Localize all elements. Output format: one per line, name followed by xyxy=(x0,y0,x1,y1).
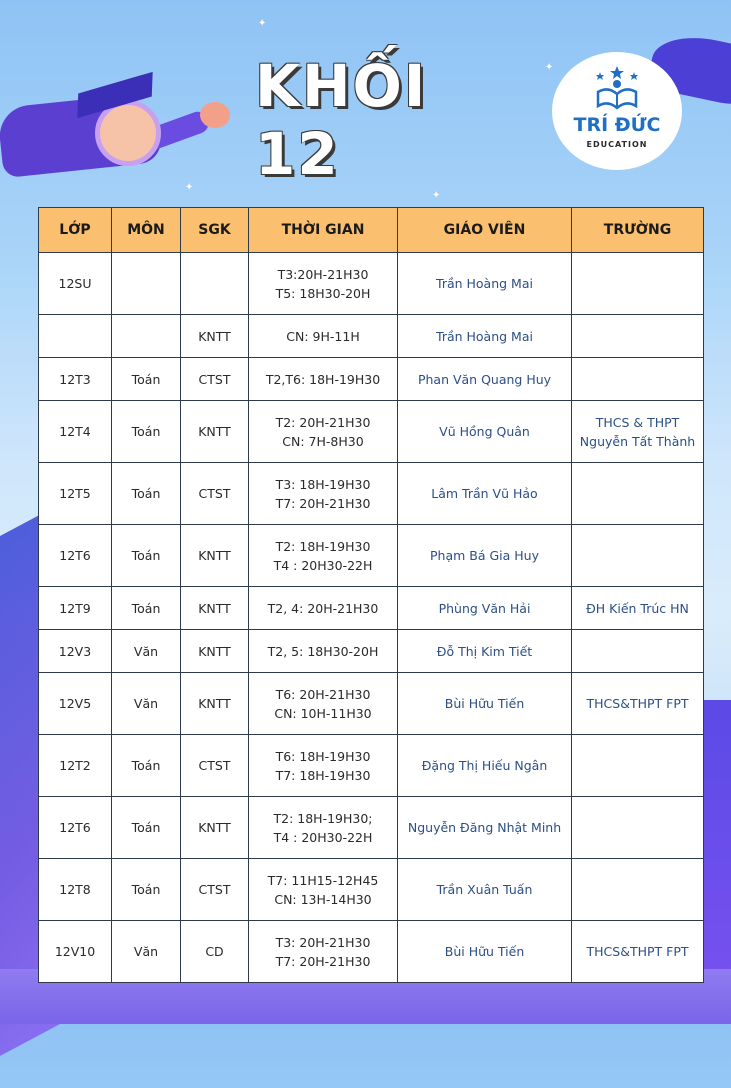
cell-time: T2: 20H-21H30 CN: 7H-8H30 xyxy=(249,401,398,463)
table-header-row xyxy=(39,208,704,253)
table-row xyxy=(39,735,704,797)
cell-time: T7: 11H15-12H45 CN: 13H-14H30 xyxy=(249,859,398,921)
table-row xyxy=(39,921,704,983)
cell-school: THCS&THPT FPT xyxy=(572,673,704,735)
cell-sgk: KNTT xyxy=(181,401,249,463)
book-graduate-icon xyxy=(590,62,644,112)
table-row xyxy=(39,315,704,358)
table-row xyxy=(39,630,704,673)
cell-lop: 12T2 xyxy=(39,735,112,797)
cell-sgk: KNTT xyxy=(181,797,249,859)
cell-sgk: KNTT xyxy=(181,315,249,358)
cell-time: T2: 18H-19H30 T4 : 20H30-22H xyxy=(249,525,398,587)
cell-teacher: Nguyễn Đăng Nhật Minh xyxy=(398,797,572,859)
cell-time: T3: 20H-21H30 T7: 20H-21H30 xyxy=(249,921,398,983)
sparkle-icon: ✦ xyxy=(545,62,554,73)
cell-sgk: KNTT xyxy=(181,587,249,630)
cell-time: T6: 20H-21H30 CN: 10H-11H30 xyxy=(249,673,398,735)
table-row xyxy=(39,525,704,587)
table-row xyxy=(39,859,704,921)
cell-lop: 12SU xyxy=(39,253,112,315)
cell-time: T2: 18H-19H30; T4 : 20H30-22H xyxy=(249,797,398,859)
table-row xyxy=(39,673,704,735)
cell-teacher: Đặng Thị Hiếu Ngân xyxy=(398,735,572,797)
cell-school xyxy=(572,463,704,525)
cell-lop xyxy=(39,315,112,358)
cell-sgk: CTST xyxy=(181,735,249,797)
cell-sgk: CD xyxy=(181,921,249,983)
cell-mon: Toán xyxy=(112,587,181,630)
cell-school xyxy=(572,859,704,921)
cell-time: T6: 18H-19H30 T7: 18H-19H30 xyxy=(249,735,398,797)
logo-brand: TRÍ ĐỨC xyxy=(573,114,661,136)
cell-sgk: KNTT xyxy=(181,630,249,673)
cell-teacher: Bùi Hữu Tiến xyxy=(398,673,572,735)
cell-teacher: Đỗ Thị Kim Tiết xyxy=(398,630,572,673)
cell-sgk: KNTT xyxy=(181,525,249,587)
cell-school xyxy=(572,315,704,358)
cell-time: T3:20H-21H30 T5: 18H30-20H xyxy=(249,253,398,315)
table-row xyxy=(39,587,704,630)
cell-teacher: Trần Hoàng Mai xyxy=(398,315,572,358)
cell-school: ĐH Kiến Trúc HN xyxy=(572,587,704,630)
header-mon: MÔN xyxy=(112,208,181,253)
cell-teacher: Trần Hoàng Mai xyxy=(398,253,572,315)
cell-lop: 12T6 xyxy=(39,525,112,587)
cell-lop: 12T5 xyxy=(39,463,112,525)
cell-school xyxy=(572,358,704,401)
cell-lop: 12T3 xyxy=(39,358,112,401)
cell-mon: Toán xyxy=(112,797,181,859)
cell-lop: 12V3 xyxy=(39,630,112,673)
cell-lop: 12T8 xyxy=(39,859,112,921)
cell-teacher: Lâm Trần Vũ Hảo xyxy=(398,463,572,525)
cell-time: T3: 18H-19H30 T7: 20H-21H30 xyxy=(249,463,398,525)
cell-sgk: CTST xyxy=(181,463,249,525)
header-thoi-gian: THỜI GIAN xyxy=(249,208,398,253)
cell-school: THCS&THPT FPT xyxy=(572,921,704,983)
cell-lop: 12T9 xyxy=(39,587,112,630)
cell-lop: 12V10 xyxy=(39,921,112,983)
header-giao-vien: GIÁO VIÊN xyxy=(398,208,572,253)
cell-mon: Toán xyxy=(112,735,181,797)
table-row xyxy=(39,358,704,401)
graduate-illustration xyxy=(0,60,240,190)
cell-lop: 12T4 xyxy=(39,401,112,463)
cell-teacher: Phùng Văn Hải xyxy=(398,587,572,630)
cell-school xyxy=(572,735,704,797)
table-row xyxy=(39,401,704,463)
cell-mon: Văn xyxy=(112,630,181,673)
schedule-table-container xyxy=(38,207,703,983)
sparkle-icon: ✦ xyxy=(258,18,267,29)
cell-mon xyxy=(112,253,181,315)
cell-school xyxy=(572,630,704,673)
cell-mon: Toán xyxy=(112,859,181,921)
schedule-table xyxy=(38,207,704,983)
sparkle-icon: ✦ xyxy=(185,182,194,193)
cell-school xyxy=(572,253,704,315)
logo-subtitle: EDUCATION xyxy=(586,140,648,149)
cell-mon: Toán xyxy=(112,358,181,401)
cell-time: T2, 5: 18H30-20H xyxy=(249,630,398,673)
cell-teacher: Phan Văn Quang Huy xyxy=(398,358,572,401)
sparkle-icon: ✦ xyxy=(432,190,441,201)
header-lop: LỚP xyxy=(39,208,112,253)
logo xyxy=(552,52,682,170)
table-row xyxy=(39,797,704,859)
cell-time: T2,T6: 18H-19H30 xyxy=(249,358,398,401)
table-row xyxy=(39,253,704,315)
header-truong: TRƯỜNG xyxy=(572,208,704,253)
cell-sgk: KNTT xyxy=(181,673,249,735)
cell-mon xyxy=(112,315,181,358)
cell-time: CN: 9H-11H xyxy=(249,315,398,358)
cell-mon: Văn xyxy=(112,921,181,983)
cell-school xyxy=(572,797,704,859)
cell-sgk xyxy=(181,253,249,315)
cell-lop: 12V5 xyxy=(39,673,112,735)
cell-teacher: Phạm Bá Gia Huy xyxy=(398,525,572,587)
cell-school: THCS & THPT Nguyễn Tất Thành xyxy=(572,401,704,463)
page-title: KHỐI 12 xyxy=(255,52,428,188)
cell-mon: Toán xyxy=(112,525,181,587)
header-sgk: SGK xyxy=(181,208,249,253)
cell-teacher: Bùi Hữu Tiến xyxy=(398,921,572,983)
cell-mon: Văn xyxy=(112,673,181,735)
cell-sgk: CTST xyxy=(181,859,249,921)
cell-sgk: CTST xyxy=(181,358,249,401)
cell-lop: 12T6 xyxy=(39,797,112,859)
cell-teacher: Vũ Hồng Quân xyxy=(398,401,572,463)
cell-school xyxy=(572,525,704,587)
cell-teacher: Trần Xuân Tuấn xyxy=(398,859,572,921)
cell-time: T2, 4: 20H-21H30 xyxy=(249,587,398,630)
cell-mon: Toán xyxy=(112,401,181,463)
table-row xyxy=(39,463,704,525)
cell-mon: Toán xyxy=(112,463,181,525)
